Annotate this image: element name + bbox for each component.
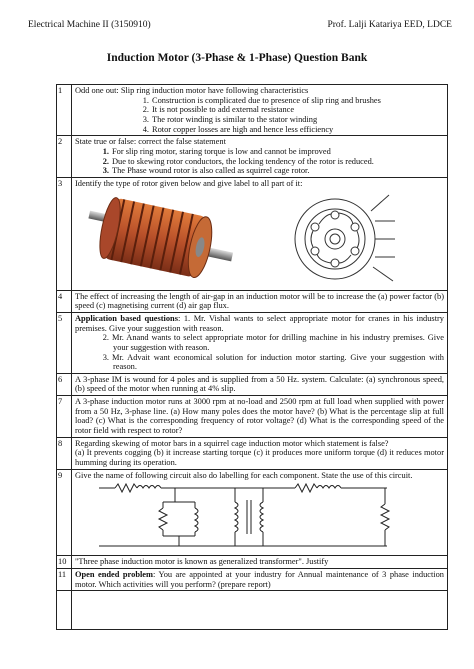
item-text: The rotor winding is similar to the stator winding: [152, 114, 318, 124]
question-row: [57, 437, 448, 469]
question-number: 8: [57, 437, 72, 469]
question-row: [57, 312, 448, 373]
question-text: A 3-phase IM is wound for 4 poles and is supplied from a 50 Hz. system. Calculate: (a) synchronous speed, (b) speed of the motor when running at 4% slip.: [72, 373, 448, 395]
question-text: The effect of increasing the length of air-gap in an induction motor will be to increase the (a) power factor (b) speed (c) magnetising current (d) air gap flux.: [72, 290, 448, 312]
question-cell: [72, 569, 448, 591]
item-text: It is not possible to add external resistance: [152, 105, 295, 115]
empty-cell: [57, 591, 72, 630]
question-row: [57, 373, 448, 395]
item-number: 3.: [102, 166, 109, 176]
question-table: [56, 84, 448, 630]
question-cell: [72, 177, 448, 290]
question-number: 6: [57, 373, 72, 395]
question-text: "Three phase induction motor is known as generalized transformer". Justify: [72, 556, 448, 569]
question-number: 11: [57, 569, 72, 591]
question-cell: [72, 85, 448, 136]
question-number: 9: [57, 469, 72, 556]
item-text: Mr. Advait want economical solution for induction motor starting. Give your suggestion with reason.: [112, 352, 444, 372]
question-number: 3: [57, 177, 72, 290]
item-number: 2.: [102, 333, 109, 343]
question-row: [57, 177, 448, 290]
empty-row: [57, 591, 448, 630]
question-number: 7: [57, 396, 72, 438]
item-number: 3.: [102, 352, 109, 362]
item-text: Mr. Anand wants to select appropriate motor for drilling machine in his industry premises. Give your suggestion with reason.: [112, 333, 444, 352]
item-number: 2.: [102, 156, 109, 166]
question-options: (a) It prevents cogging (b) it increase starting torque (c) it produces more uniform torque (d) it reduces motor humming during its operation.: [75, 448, 444, 468]
item-number: 2.: [142, 105, 149, 115]
item-number: 1.: [142, 95, 149, 105]
question-row: [57, 569, 448, 591]
question-lead: Application based questions: [75, 313, 178, 323]
question-cell: [72, 136, 448, 178]
empty-cell: [72, 591, 448, 630]
question-text: Give the name of following circuit also do labelling for each component. State the use of this circuit.: [75, 470, 413, 480]
item-text: For slip ring motor, staring torque is low and cannot be improved: [112, 146, 331, 156]
question-text: : You are appointed at your industry for Annual maintenance of 3 phase induction motor. Which activities will you perform? (prepare report): [75, 570, 444, 589]
question-text: Regarding skewing of motor bars in a squirrel cage induction motor which statement is false?: [75, 438, 389, 448]
question-text: Odd one out: Slip ring induction motor have following characteristics: [75, 86, 309, 95]
item-text: Construction is complicated due to presence of slip ring and brushes: [152, 95, 381, 105]
item-text: Due to skewing rotor conductors, the locking tendency of the rotor is reduced.: [112, 156, 374, 166]
page-title: Induction Motor (3-Phase & 1-Phase) Question Bank: [106, 52, 368, 64]
question-number: 2: [57, 136, 72, 178]
slip-ring-rotor-image: [289, 191, 399, 285]
question-number: 4: [57, 290, 72, 312]
question-row: [57, 136, 448, 178]
item-number: 1.: [102, 146, 109, 156]
item-text: Rotor copper losses are high and hence less efficiency: [152, 124, 334, 134]
question-number: 1: [57, 85, 72, 136]
question-row: [57, 556, 448, 569]
equivalent-circuit-diagram: [95, 480, 395, 552]
question-lead: Open ended problem: [75, 570, 153, 580]
question-text: State true or false: correct the false statement: [75, 137, 226, 147]
question-row: [57, 396, 448, 438]
squirrel-cage-rotor-image: [87, 193, 237, 285]
header-course: Electrical Machine II (3150910): [28, 20, 151, 30]
question-row: [57, 469, 448, 556]
question-text: : 1. Mr. Vishal wants to select appropriate motor for cranes in his industry premises. Give your suggestion with reason.: [75, 313, 444, 333]
question-number: 10: [57, 556, 72, 569]
question-row: [57, 85, 448, 136]
item-number: 4.: [142, 124, 149, 134]
header-professor: Prof. Lalji Katariya EED, LDCE: [327, 20, 452, 30]
question-cell: [72, 437, 448, 469]
question-text: Identify the type of rotor given below and give label to all part of it:: [75, 178, 303, 188]
question-number: 5: [57, 312, 72, 373]
item-text: The Phase wound rotor is also called as squirrel cage rotor.: [112, 166, 310, 176]
question-cell: [72, 312, 448, 373]
item-number: 3.: [142, 114, 149, 124]
question-cell: [72, 469, 448, 556]
question-row: [57, 290, 448, 312]
question-text: A 3-phase induction motor runs at 3000 rpm at no-load and 2500 rpm at full load when supplied with power from a 50 Hz, 3-phase line. (a) How many poles does the motor have? (b) What is the percentage slip at full load? (c) What is the corresponding frequency of rotor voltage? (d) What is the corresponding speed of the rotor field with respect to rotor?: [72, 396, 448, 438]
